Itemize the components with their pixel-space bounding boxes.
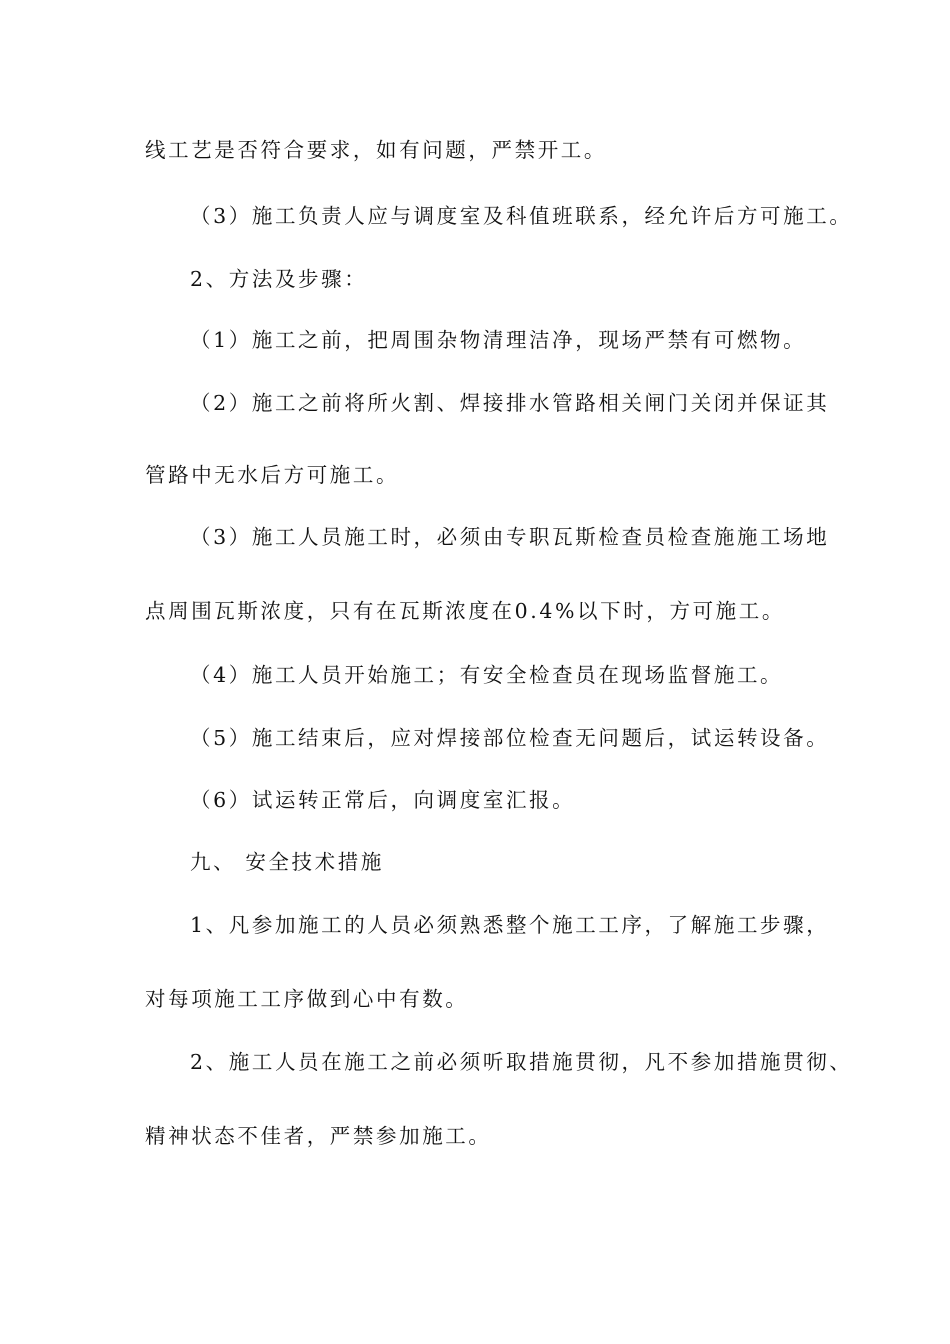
- text-line: 1、凡参加施工的人员必须熟悉整个施工工序，了解施工步骤，: [190, 913, 830, 937]
- text-line: （3）施工人员施工时，必须由专职瓦斯检查员检查施施工场地: [190, 525, 830, 549]
- text-line: （4）施工人员开始施工；有安全检查员在现场监督施工。: [190, 663, 784, 687]
- text-line: 2、施工人员在施工之前必须听取措施贯彻，凡不参加措施贯彻、: [190, 1050, 853, 1074]
- text-line: 线工艺是否符合要求，如有问题，严禁开工。: [145, 138, 607, 162]
- text-line: 对每项施工工序做到心中有数。: [145, 987, 469, 1011]
- text-line: 精神状态不佳者，严禁参加施工。: [145, 1124, 492, 1148]
- text-line: （1）施工之前，把周围杂物清理洁净，现场严禁有可燃物。: [190, 328, 807, 352]
- text-line: （6）试运转正常后，向调度室汇报。: [190, 788, 576, 812]
- text-line: （2）施工之前将所火割、焊接排水管路相关闸门关闭并保证其: [190, 391, 830, 415]
- text-line: （5）施工结束后，应对焊接部位检查无问题后，试运转设备。: [190, 726, 830, 750]
- section-heading: 九、 安全技术措施: [190, 850, 384, 874]
- text-line: 2、方法及步骤：: [190, 267, 368, 291]
- text-line: 点周围瓦斯浓度，只有在瓦斯浓度在0.4%以下时，方可施工。: [145, 599, 785, 623]
- text-line: （3）施工负责人应与调度室及科值班联系，经允许后方可施工。: [190, 204, 853, 228]
- text-line: 管路中无水后方可施工。: [145, 463, 400, 487]
